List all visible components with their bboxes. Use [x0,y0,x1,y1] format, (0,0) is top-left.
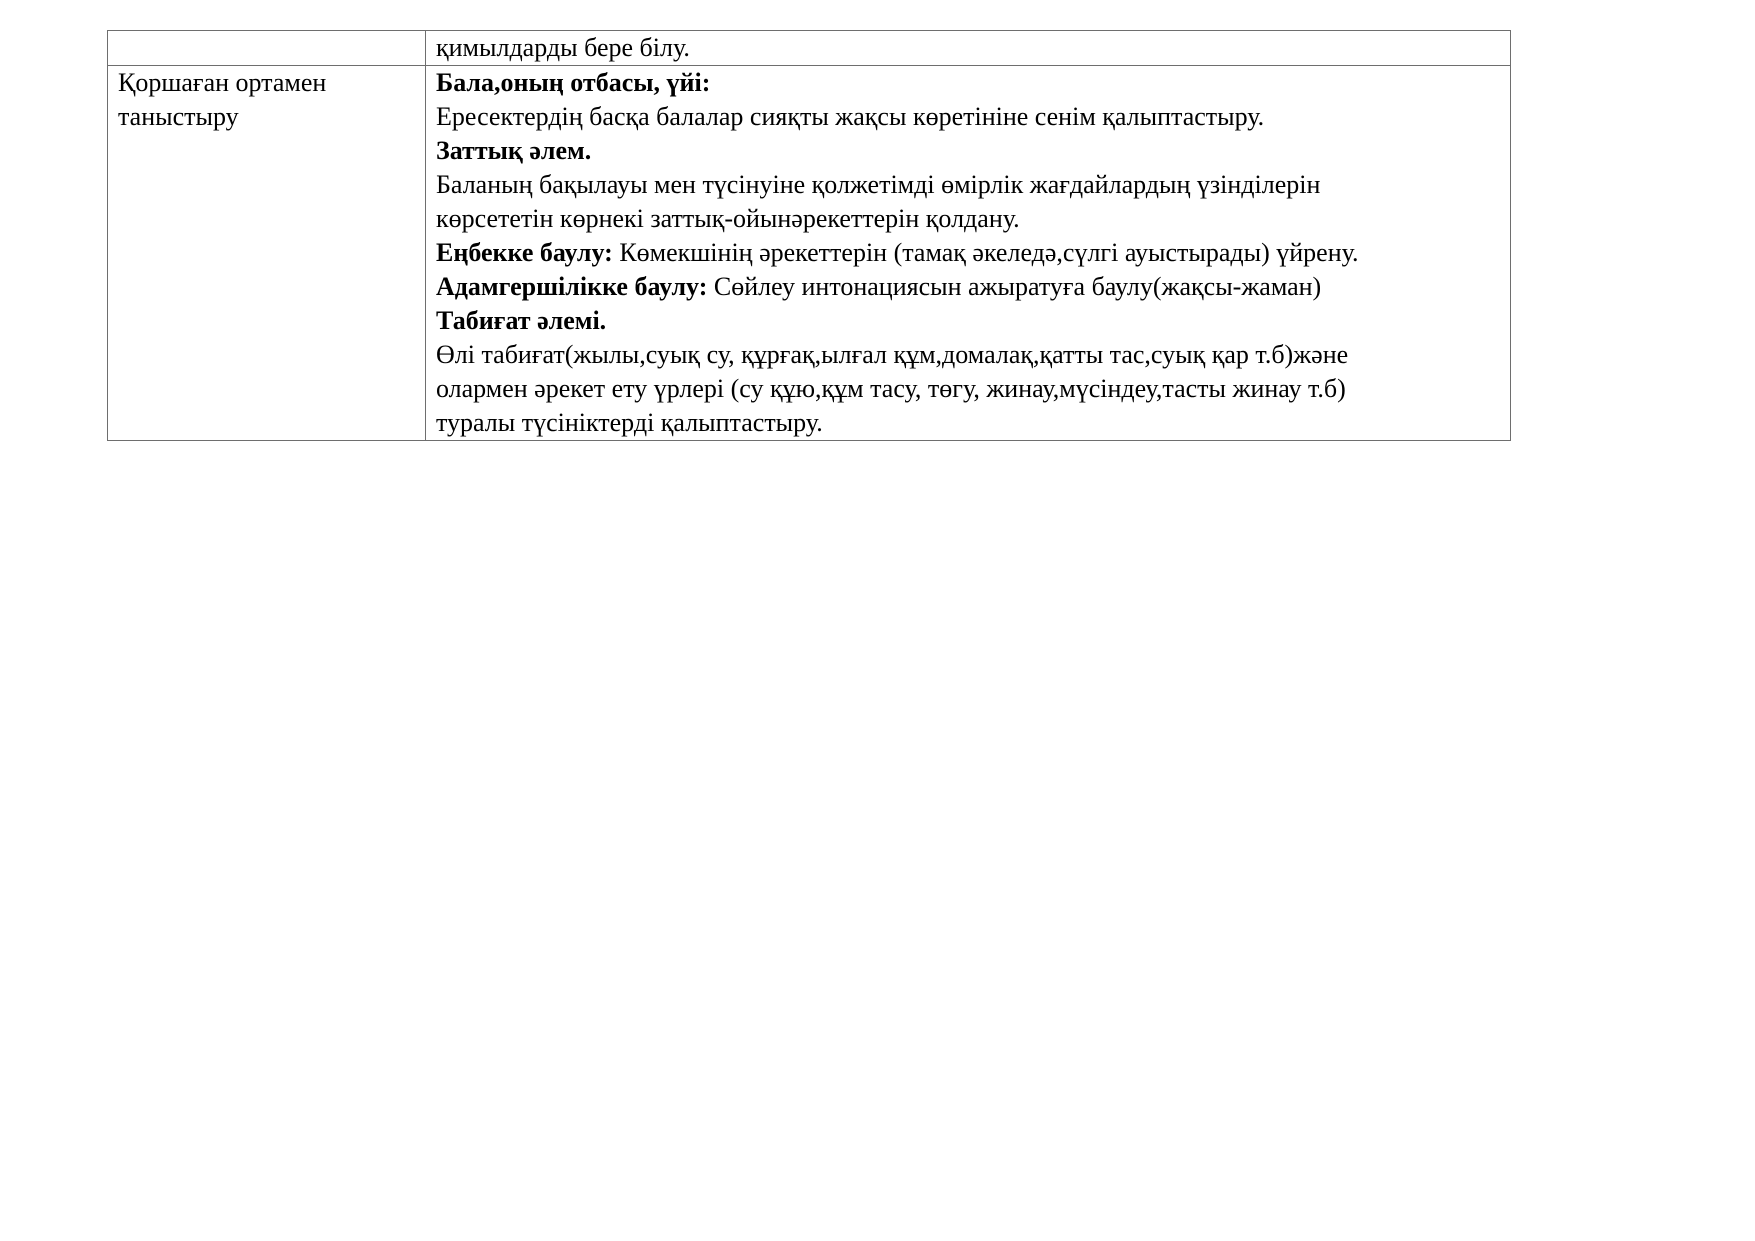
objects-text-line-2: көрсететін көрнекі заттық-ойынәрекеттерін қолдану. [436,204,1020,233]
family-heading: Бала,оның отбасы, үйі: [436,68,711,97]
labor-text: Көмекшінің әрекеттерін (тамақ әкеледә,сүлгі ауыстырады) үйрену. [612,238,1359,267]
nature-heading: Табиғат әлемі. [436,306,607,335]
humanity-paragraph [436,270,1500,304]
labor-label: Еңбекке баулу: [436,238,613,267]
continued-text: қимылдарды бере білу. [436,33,690,62]
subject-label-line-1: Қоршаған ортамен [118,68,327,97]
table-row [108,66,1511,441]
objects-text-line-1: Баланың бақылауы мен түсінуіне қолжетімді өмірлік жағдайлардың үзінділерін [436,170,1321,199]
table-row [108,31,1511,66]
table-cell-subject [108,66,426,441]
humanity-text: Сөйлеу интонациясын ажыратуға баулу(жақсы-жаман) [707,272,1322,301]
curriculum-table [107,30,1511,441]
table-cell-left [108,31,426,66]
subject-label-line-2: таныстыру [118,102,239,131]
table-cell-right [426,31,1511,66]
nature-text-line-3: туралы түсініктерді қалыптастыру. [436,408,823,437]
table-cell-content [426,66,1511,441]
nature-text-line-1: Өлі табиғат(жылы,суық су, құрғақ,ылғал құм,домалақ,қатты тас,суық қар т.б)және [436,340,1349,369]
humanity-label: Адамгершілікке баулу: [436,272,708,301]
objects-heading: Заттық әлем. [436,136,592,165]
labor-paragraph [436,236,1500,270]
family-text: Ересектердің басқа балалар сияқты жақсы көретініне сенім қалыптастыру. [436,102,1265,131]
nature-text-line-2: олармен әрекет ету үрлері (су құю,құм тасу, төгу, жинау,мүсіндеу,тасты жинау т.б) [436,374,1346,403]
